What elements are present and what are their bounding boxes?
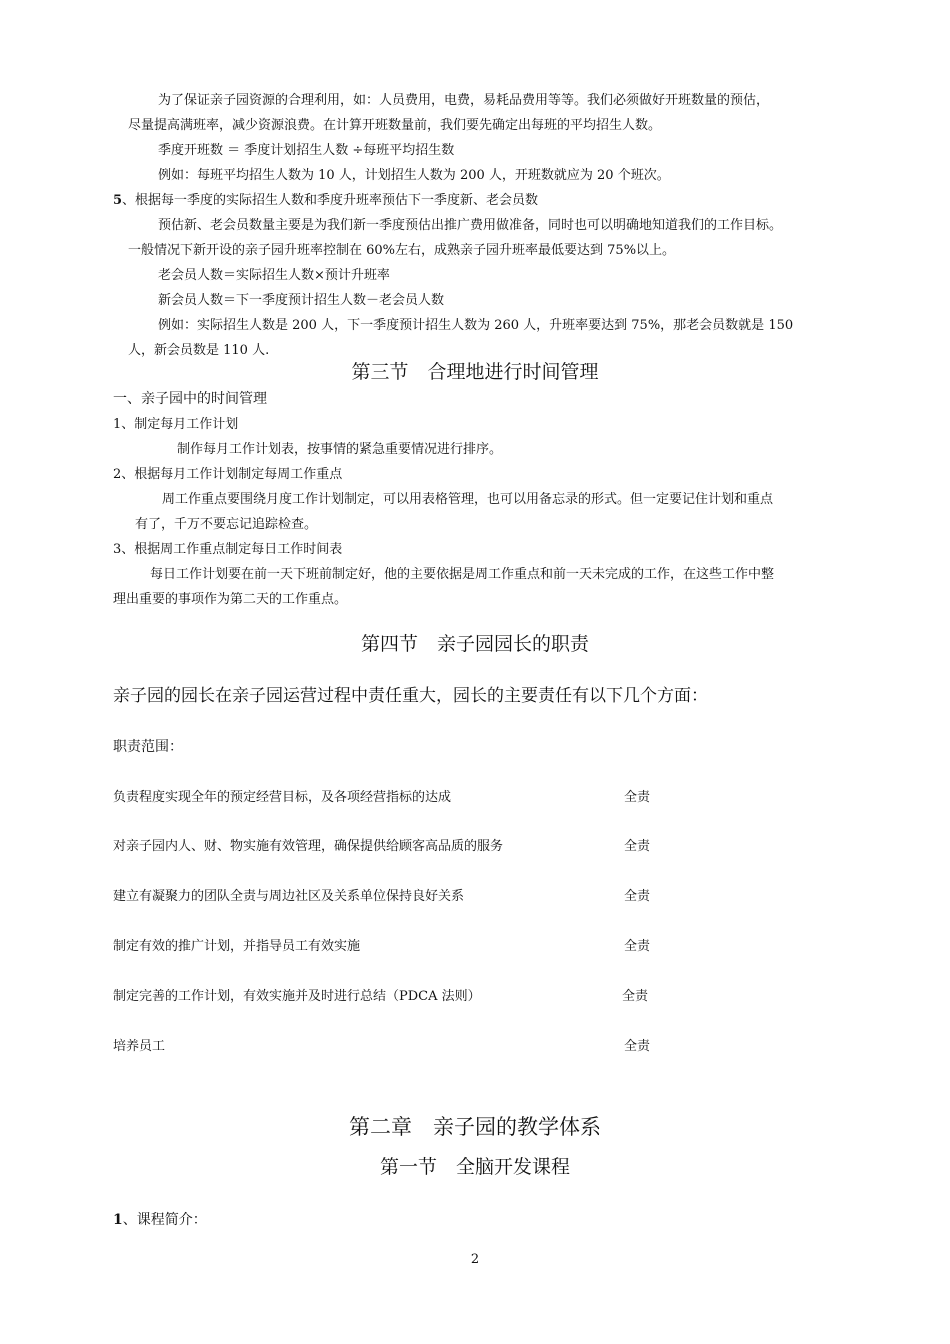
duty-text: 建立有凝聚力的团队全责与周边社区及关系单位保持良好关系: [113, 889, 465, 904]
list-item-heading: 2、根据每月工作计划制定每周工作重点: [113, 467, 343, 482]
item-number: 5: [113, 193, 123, 208]
duty-level: 全责: [624, 790, 651, 805]
subsection-title: 一、亲子园中的时间管理: [113, 391, 267, 407]
section-intro: 亲子园的园长在亲子园运营过程中责任重大，园长的主要责任有以下几个方面：: [113, 686, 708, 706]
item-number: 1: [113, 1212, 123, 1228]
formula-line: 新会员人数＝下一季度预计招生人数－老会员人数: [158, 293, 445, 308]
course-intro-heading: [113, 1211, 207, 1229]
section-title: 第四节 亲子园园长的职责: [360, 633, 589, 655]
duty-level: 全责: [624, 889, 651, 904]
duty-text: 对亲子园内人、财、物实施有效管理，确保提供给顾客高品质的服务: [113, 839, 504, 854]
duty-text: 负责程度实现全年的预定经营目标，及各项经营指标的达成: [113, 790, 452, 805]
duty-level: 全责: [622, 989, 649, 1004]
list-item-heading: 1、制定每月工作计划: [113, 417, 239, 432]
paragraph-line: 尽量提高满班率，减少资源浪费。在计算开班数量前，我们要先确定出每班的平均招生人数。: [128, 118, 662, 133]
example-line: 例如：实际招生人数是 200 人，下一季度预计招生人数为 260 人，升班率要达到 75%，那老会员数就是 150: [158, 318, 794, 333]
formula-line: 季度开班数 ＝ 季度计划招生人数 ÷每班平均招生数: [158, 143, 455, 158]
duty-level: 全责: [624, 1039, 651, 1054]
page-number: 2: [470, 1252, 480, 1267]
item-5-heading: [113, 192, 538, 210]
formula-line: 老会员人数＝实际招生人数×预计升班率: [158, 268, 390, 283]
duty-level: 全责: [624, 839, 651, 854]
section-title: 第一节 全脑开发课程: [379, 1156, 570, 1178]
example-line: 人，新会员数是 110 人.: [128, 343, 270, 358]
chapter-title: 第二章 亲子园的教学体系: [349, 1115, 601, 1139]
paragraph-line: 预估新、老会员数量主要是为我们新一季度预估出推广费用做准备，同时也可以明确地知道我们的工作目标。: [158, 218, 783, 233]
item-title: 、根据每一季度的实际招生人数和季度升班率预估下一季度新、老会员数: [122, 193, 539, 208]
paragraph-line: 为了保证亲子园资源的合理利用，如：人员费用，电费，易耗品费用等等。我们必须做好开班数量的预估，: [158, 93, 770, 108]
list-item-heading: 3、根据周工作重点制定每日工作时间表: [113, 542, 343, 557]
paragraph-line: 制作每月工作计划表，按事情的紧急重要情况进行排序。: [177, 442, 503, 457]
duty-text: 制定完善的工作计划，有效实施并及时进行总结（PDCA 法则）: [113, 989, 481, 1004]
duty-text: 培养员工: [113, 1039, 166, 1054]
paragraph-line: 有了，千万不要忘记追踪检查。: [135, 517, 318, 532]
scope-label: 职责范围：: [113, 739, 183, 755]
duty-text: 制定有效的推广计划，并指导员工有效实施: [113, 939, 361, 954]
paragraph-line: 理出重要的事项作为第二天的工作重点。: [113, 592, 348, 607]
item-title: 、课程简介：: [122, 1212, 207, 1228]
paragraph-line: 一般情况下新开设的亲子园升班率控制在 60%左右，成熟亲子园升班率最低要达到 75%以上。: [128, 243, 676, 258]
example-line: 例如：每班平均招生人数为 10 人，计划招生人数为 200 人，开班数就应为 20 个班次。: [158, 168, 670, 183]
paragraph-line: 周工作重点要围绕月度工作计划制定，可以用表格管理，也可以用备忘录的形式。但一定要记住计划和重点: [162, 492, 774, 507]
duty-level: 全责: [624, 939, 651, 954]
paragraph-line: 每日工作计划要在前一天下班前制定好，他的主要依据是周工作重点和前一天未完成的工作，在这些工作中整: [150, 567, 775, 582]
section-title: 第三节 合理地进行时间管理: [351, 361, 599, 383]
